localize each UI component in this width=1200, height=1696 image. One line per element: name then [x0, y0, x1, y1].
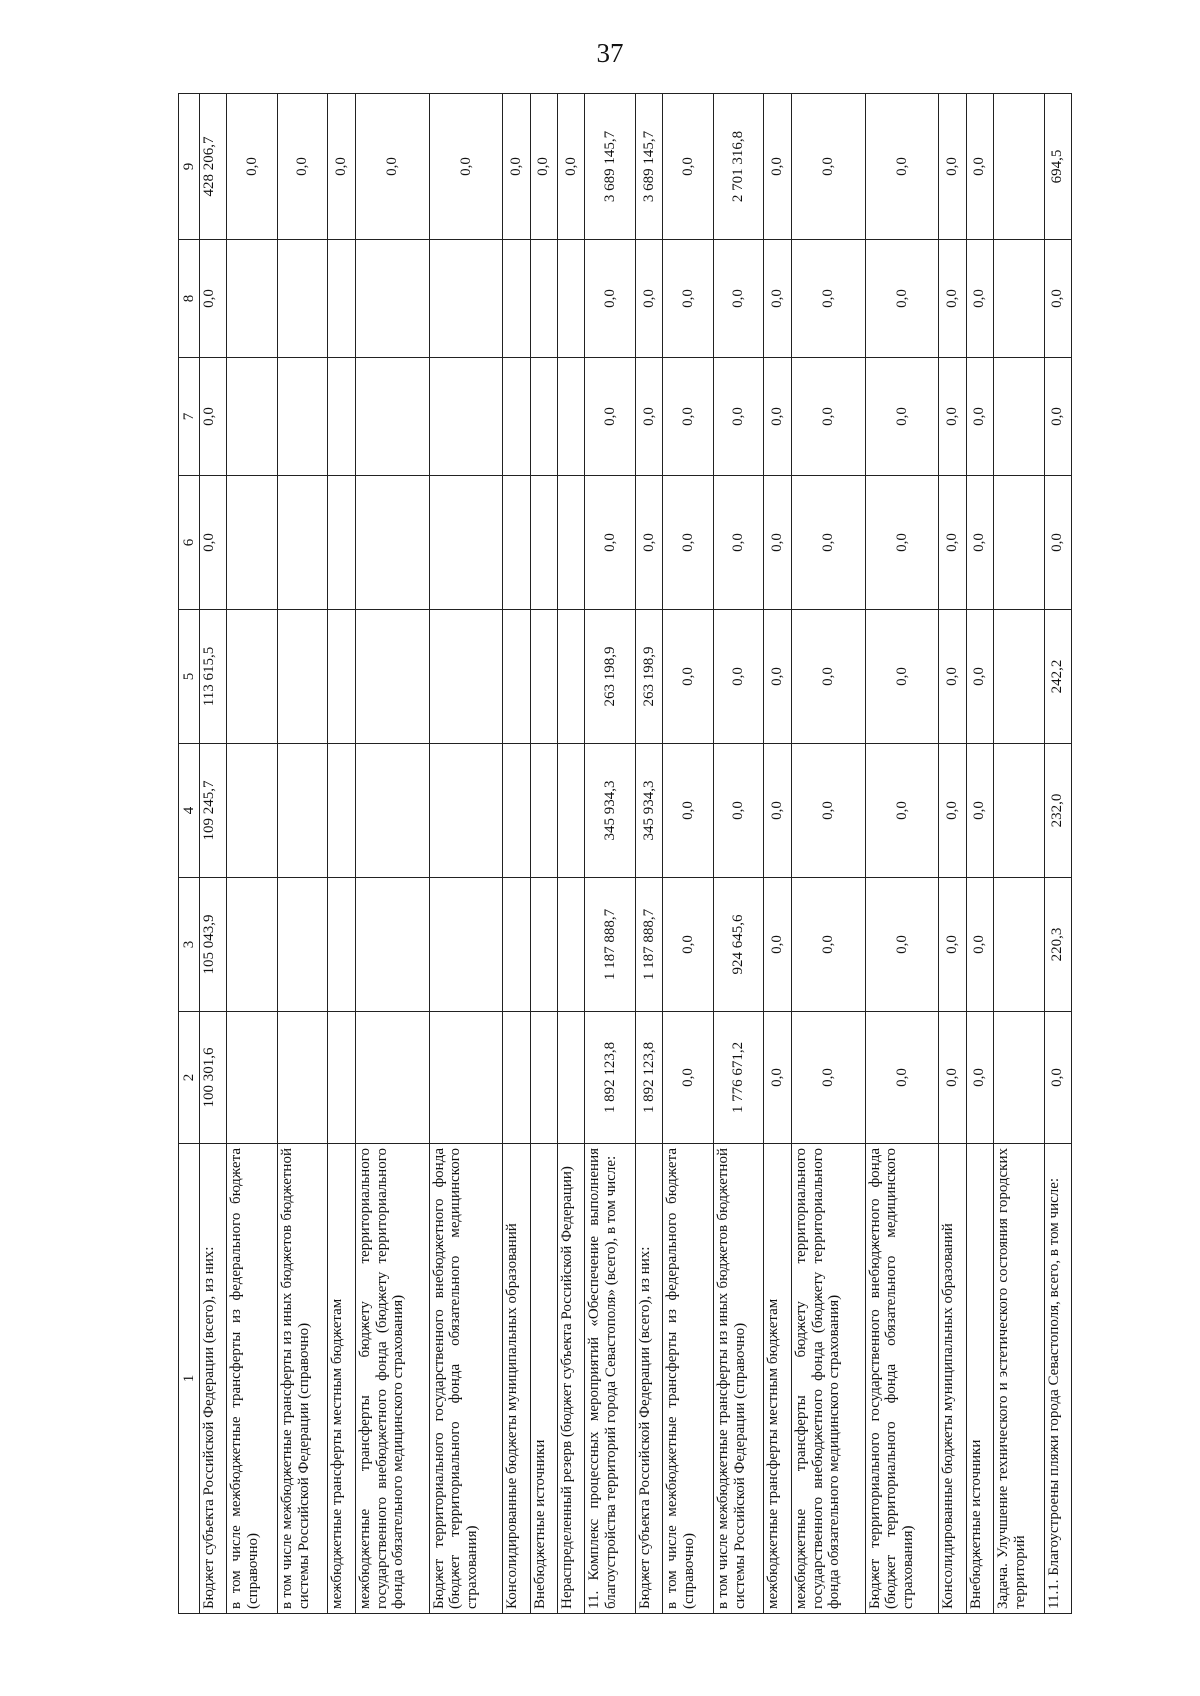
cell-col-5 — [429, 610, 503, 744]
table-row — [328, 94, 355, 1614]
cell-col-6: 0,0 — [663, 476, 714, 610]
cell-col-5: 0,0 — [791, 610, 865, 744]
cell-col-9: 0,0 — [791, 94, 865, 240]
cell-col-6: 0,0 — [200, 476, 227, 610]
cell-col-6: 0,0 — [585, 476, 636, 610]
row-label: Нераспределенный резерв (бюджет субъекта Российской Федерации) — [558, 1144, 585, 1614]
cell-col-7: 0,0 — [585, 358, 636, 476]
cell-col-2 — [277, 1012, 328, 1144]
cell-col-4 — [558, 744, 585, 878]
header-col-4: 4 — [179, 744, 200, 878]
row-label: Консолидированные бюджеты муниципальных образований — [503, 1144, 530, 1614]
cell-col-6: 0,0 — [1044, 476, 1071, 610]
row-label: Бюджет субъекта Российской Федерации (всего), из них: — [635, 1144, 662, 1614]
cell-col-5: 0,0 — [966, 610, 993, 744]
cell-col-2 — [227, 1012, 278, 1144]
cell-col-7: 0,0 — [966, 358, 993, 476]
cell-col-2: 1 776 671,2 — [713, 1012, 764, 1144]
cell-col-2 — [503, 1012, 530, 1144]
cell-col-3: 0,0 — [791, 878, 865, 1012]
cell-col-8: 0,0 — [764, 240, 791, 358]
cell-col-4: 109 245,7 — [200, 744, 227, 878]
cell-col-6 — [227, 476, 278, 610]
cell-col-7 — [355, 358, 429, 476]
table-row — [558, 94, 585, 1614]
cell-col-9: 694,5 — [1044, 94, 1071, 240]
row-label: межбюджетные трансферты местным бюджетам — [328, 1144, 355, 1614]
cell-col-8 — [530, 240, 557, 358]
cell-col-2: 0,0 — [663, 1012, 714, 1144]
cell-col-8: 0,0 — [1044, 240, 1071, 358]
cell-col-7 — [429, 358, 503, 476]
table-row — [663, 94, 714, 1614]
cell-col-8: 0,0 — [939, 240, 966, 358]
cell-col-7 — [227, 358, 278, 476]
table-row — [764, 94, 791, 1614]
cell-col-3 — [530, 878, 557, 1012]
cell-col-4: 345 934,3 — [635, 744, 662, 878]
cell-col-5 — [227, 610, 278, 744]
cell-col-4: 0,0 — [865, 744, 939, 878]
cell-col-7 — [503, 358, 530, 476]
table-row — [939, 94, 966, 1614]
cell-col-5: 0,0 — [865, 610, 939, 744]
cell-col-3: 0,0 — [966, 878, 993, 1012]
cell-col-2: 1 892 123,8 — [635, 1012, 662, 1144]
row-label: в том числе межбюджетные трансферты из федерального бюджета (справочно) — [227, 1144, 278, 1614]
cell-col-9: 0,0 — [764, 94, 791, 240]
cell-col-8: 0,0 — [663, 240, 714, 358]
cell-col-9: 2 701 316,8 — [713, 94, 764, 240]
row-label: межбюджетные трансферты местным бюджетам — [764, 1144, 791, 1614]
cell-col-8 — [993, 240, 1044, 358]
cell-col-2: 0,0 — [966, 1012, 993, 1144]
table-row — [429, 94, 503, 1614]
header-col-9: 9 — [179, 94, 200, 240]
cell-col-7 — [993, 358, 1044, 476]
cell-col-6: 0,0 — [939, 476, 966, 610]
table-row — [865, 94, 939, 1614]
cell-col-4 — [277, 744, 328, 878]
row-label: в том числе межбюджетные трансферты из федерального бюджета (справочно) — [663, 1144, 714, 1614]
table-row — [585, 94, 636, 1614]
cell-col-7: 0,0 — [200, 358, 227, 476]
cell-col-8: 0,0 — [585, 240, 636, 358]
cell-col-2 — [429, 1012, 503, 1144]
cell-col-8: 0,0 — [865, 240, 939, 358]
row-label: в том числе межбюджетные трансферты из иных бюджетов бюджетной системы Российской Федерации (справочно) — [277, 1144, 328, 1614]
header-col-8: 8 — [179, 240, 200, 358]
cell-col-2 — [530, 1012, 557, 1144]
cell-col-3: 0,0 — [865, 878, 939, 1012]
cell-col-7: 0,0 — [663, 358, 714, 476]
cell-col-3 — [328, 878, 355, 1012]
page-number: 37 — [596, 38, 624, 68]
table-row — [503, 94, 530, 1614]
table-row — [1044, 94, 1071, 1614]
cell-col-8: 0,0 — [200, 240, 227, 358]
header-col-5: 5 — [179, 610, 200, 744]
cell-col-9 — [993, 94, 1044, 240]
cell-col-7: 0,0 — [865, 358, 939, 476]
cell-col-9: 0,0 — [227, 94, 278, 240]
cell-col-5: 0,0 — [764, 610, 791, 744]
cell-col-2: 0,0 — [791, 1012, 865, 1144]
table-wrap — [178, 94, 1072, 1614]
row-label: Консолидированные бюджеты муниципальных образований — [939, 1144, 966, 1614]
table-row — [966, 94, 993, 1614]
cell-col-9: 3 689 145,7 — [585, 94, 636, 240]
table-row — [993, 94, 1044, 1614]
cell-col-4: 0,0 — [713, 744, 764, 878]
cell-col-8 — [429, 240, 503, 358]
cell-col-7: 0,0 — [1044, 358, 1071, 476]
row-label: Бюджет субъекта Российской Федерации (всего), из них: — [200, 1144, 227, 1614]
cell-col-7: 0,0 — [791, 358, 865, 476]
cell-col-9: 0,0 — [328, 94, 355, 240]
cell-col-2: 0,0 — [865, 1012, 939, 1144]
cell-col-5 — [503, 610, 530, 744]
table-row — [530, 94, 557, 1614]
row-label: Задача. Улучшение технического и эстетического состояния городских территорий — [993, 1144, 1044, 1614]
cell-col-9: 3 689 145,7 — [635, 94, 662, 240]
table-row — [355, 94, 429, 1614]
cell-col-8: 0,0 — [791, 240, 865, 358]
cell-col-4: 345 934,3 — [585, 744, 636, 878]
table-row — [277, 94, 328, 1614]
row-label: 11. Комплекс процессных мероприятий «Обеспечение выполнения благоустройства территорий города Севастополя» (всего), в том числе: — [585, 1144, 636, 1614]
cell-col-6 — [530, 476, 557, 610]
cell-col-3: 220,3 — [1044, 878, 1071, 1012]
header-col-2: 2 — [179, 1012, 200, 1144]
cell-col-8 — [355, 240, 429, 358]
cell-col-5: 0,0 — [939, 610, 966, 744]
cell-col-3: 0,0 — [939, 878, 966, 1012]
cell-col-7: 0,0 — [713, 358, 764, 476]
cell-col-4 — [993, 744, 1044, 878]
cell-col-3: 1 187 888,7 — [585, 878, 636, 1012]
cell-col-6: 0,0 — [966, 476, 993, 610]
cell-col-3: 0,0 — [663, 878, 714, 1012]
table-row — [713, 94, 764, 1614]
budget-table — [178, 93, 1072, 1614]
table-body — [200, 94, 1072, 1614]
header-col-3: 3 — [179, 878, 200, 1012]
cell-col-9: 0,0 — [558, 94, 585, 240]
cell-col-9: 0,0 — [865, 94, 939, 240]
cell-col-8 — [558, 240, 585, 358]
cell-col-5 — [355, 610, 429, 744]
cell-col-5: 242,2 — [1044, 610, 1071, 744]
cell-col-3: 0,0 — [764, 878, 791, 1012]
table-header-row — [179, 94, 200, 1614]
cell-col-3 — [355, 878, 429, 1012]
cell-col-5: 0,0 — [663, 610, 714, 744]
cell-col-3 — [993, 878, 1044, 1012]
row-label: в том числе межбюджетные трансферты из иных бюджетов бюджетной системы Российской Федерации (справочно) — [713, 1144, 764, 1614]
row-label: межбюджетные трансферты бюджету территориального государственного внебюджетного фонда (бюджету территориального фонда обязательного медицинского страхования) — [355, 1144, 429, 1614]
cell-col-3 — [277, 878, 328, 1012]
cell-col-6: 0,0 — [713, 476, 764, 610]
cell-col-5 — [558, 610, 585, 744]
cell-col-7: 0,0 — [635, 358, 662, 476]
cell-col-2: 1 892 123,8 — [585, 1012, 636, 1144]
cell-col-5: 0,0 — [713, 610, 764, 744]
cell-col-3: 924 645,6 — [713, 878, 764, 1012]
cell-col-8 — [277, 240, 328, 358]
cell-col-9: 0,0 — [663, 94, 714, 240]
cell-col-7 — [558, 358, 585, 476]
cell-col-5 — [530, 610, 557, 744]
cell-col-3: 105 043,9 — [200, 878, 227, 1012]
table-row — [791, 94, 865, 1614]
cell-col-2: 0,0 — [764, 1012, 791, 1144]
cell-col-7 — [328, 358, 355, 476]
cell-col-3 — [227, 878, 278, 1012]
cell-col-6 — [328, 476, 355, 610]
cell-col-3 — [429, 878, 503, 1012]
cell-col-9: 0,0 — [503, 94, 530, 240]
cell-col-8: 0,0 — [713, 240, 764, 358]
row-label: Внебюджетные источники — [530, 1144, 557, 1614]
cell-col-2 — [558, 1012, 585, 1144]
cell-col-8: 0,0 — [635, 240, 662, 358]
cell-col-7: 0,0 — [764, 358, 791, 476]
row-label: Бюджет территориального государственного внебюджетного фонда (бюджет территориального фонда обязательного медицинского страхования) — [429, 1144, 503, 1614]
table-row — [200, 94, 227, 1614]
cell-col-4 — [227, 744, 278, 878]
cell-col-5 — [277, 610, 328, 744]
cell-col-4: 232,0 — [1044, 744, 1071, 878]
row-label: межбюджетные трансферты бюджету территориального государственного внебюджетного фонда (бюджету территориального фонда обязательного медицинского страхования) — [791, 1144, 865, 1614]
cell-col-9: 0,0 — [530, 94, 557, 240]
cell-col-9: 0,0 — [355, 94, 429, 240]
cell-col-8 — [328, 240, 355, 358]
table-row — [227, 94, 278, 1614]
cell-col-6 — [558, 476, 585, 610]
cell-col-8 — [503, 240, 530, 358]
cell-col-4: 0,0 — [764, 744, 791, 878]
cell-col-9: 0,0 — [939, 94, 966, 240]
cell-col-3 — [558, 878, 585, 1012]
cell-col-5 — [993, 610, 1044, 744]
cell-col-8 — [227, 240, 278, 358]
header-col-1: 1 — [179, 1144, 200, 1614]
cell-col-6: 0,0 — [635, 476, 662, 610]
cell-col-6 — [503, 476, 530, 610]
cell-col-6 — [993, 476, 1044, 610]
row-label: 11.1. Благоустроены пляжи города Севастополя, всего, в том числе: — [1044, 1144, 1071, 1614]
cell-col-6: 0,0 — [764, 476, 791, 610]
cell-col-7 — [530, 358, 557, 476]
cell-col-5: 113 615,5 — [200, 610, 227, 744]
cell-col-3 — [503, 878, 530, 1012]
cell-col-5: 263 198,9 — [635, 610, 662, 744]
cell-col-4: 0,0 — [791, 744, 865, 878]
cell-col-7 — [277, 358, 328, 476]
row-label: Внебюджетные источники — [966, 1144, 993, 1614]
cell-col-2 — [328, 1012, 355, 1144]
table-row — [635, 94, 662, 1614]
cell-col-2 — [993, 1012, 1044, 1144]
cell-col-6: 0,0 — [865, 476, 939, 610]
cell-col-5: 263 198,9 — [585, 610, 636, 744]
cell-col-8: 0,0 — [966, 240, 993, 358]
cell-col-4 — [328, 744, 355, 878]
cell-col-2: 0,0 — [939, 1012, 966, 1144]
header-col-6: 6 — [179, 476, 200, 610]
cell-col-6 — [355, 476, 429, 610]
cell-col-2: 0,0 — [1044, 1012, 1071, 1144]
cell-col-4: 0,0 — [966, 744, 993, 878]
cell-col-6: 0,0 — [791, 476, 865, 610]
cell-col-4: 0,0 — [939, 744, 966, 878]
cell-col-9: 0,0 — [429, 94, 503, 240]
cell-col-6 — [277, 476, 328, 610]
cell-col-4 — [503, 744, 530, 878]
cell-col-7: 0,0 — [939, 358, 966, 476]
cell-col-9: 0,0 — [277, 94, 328, 240]
cell-col-4 — [429, 744, 503, 878]
cell-col-6 — [429, 476, 503, 610]
header-col-7: 7 — [179, 358, 200, 476]
cell-col-2: 100 301,6 — [200, 1012, 227, 1144]
cell-col-4 — [355, 744, 429, 878]
cell-col-4: 0,0 — [663, 744, 714, 878]
cell-col-4 — [530, 744, 557, 878]
cell-col-2 — [355, 1012, 429, 1144]
cell-col-9: 0,0 — [966, 94, 993, 240]
row-label: Бюджет территориального государственного внебюджетного фонда (бюджет территориального фонда обязательного медицинского страхования) — [865, 1144, 939, 1614]
cell-col-9: 428 206,7 — [200, 94, 227, 240]
cell-col-3: 1 187 888,7 — [635, 878, 662, 1012]
cell-col-5 — [328, 610, 355, 744]
